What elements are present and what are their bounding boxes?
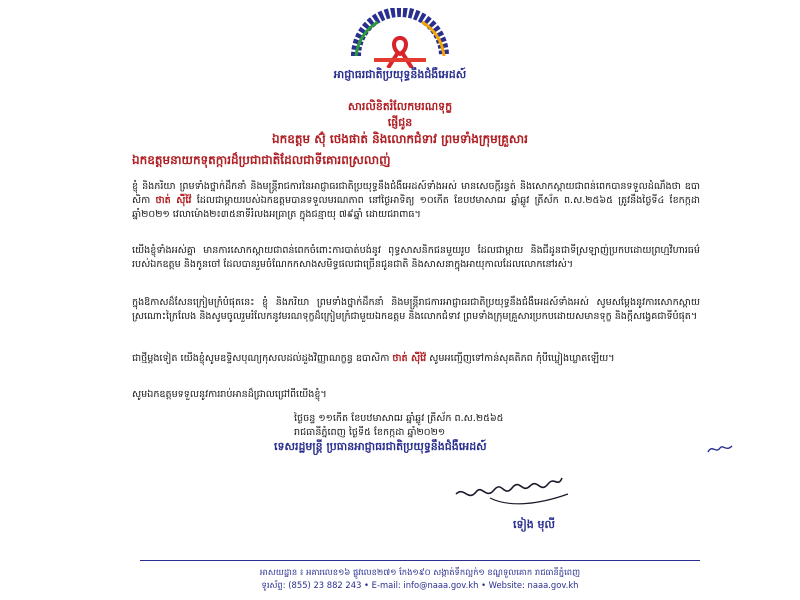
organization-name: អាជ្ញាធរជាតិប្រយុទ្ធនឹងជំងឺអេដស៍ [333, 68, 467, 81]
footer [140, 566, 700, 592]
date-block [294, 412, 714, 440]
footer-contact: ទូរស័ព្ទ: (855) 23 882 243 • E-mail: info@naaa.gov.kh • Website: naaa.gov.kh [261, 580, 579, 590]
lunar-date: ថ្ងៃចន្ទ ១១កើត ខែបឋមាសាឍ ឆ្នាំឆ្លូវ ត្រីស័ក ព.ស.២៥៦៥ [294, 413, 504, 424]
solar-date: រាជធានីភ្នំពេញ ថ្ងៃទី៥ ខែកក្កដា ឆ្នាំ២០២១ [294, 427, 446, 438]
letter-addressee-intro: ផ្ញើជូន [387, 116, 413, 129]
letter-title-block [0, 98, 800, 148]
paragraph-text: ខ្ញុំ និងភរិយា ព្រមទាំងថ្នាក់ដឹកនាំ និងមន្ត្រីរាជការនៃអាជ្ញាធរជាតិប្រយុទ្ធនឹងជំងឺអេដស៍ទាំងអស់ មានសេចក្តីរន្ធត់ និងសោកស្តាយជាពន់ពេកបានទទួលដំណឹងថា ឧបាសិកា [132, 181, 700, 206]
body-paragraph-3: ក្នុងឱកាសដ៏សែនក្រៀមក្រំបំផុតនេះ ខ្ញុំ និងភរិយា ព្រមទាំងថ្នាក់ដឹកនាំ និងមន្ត្រីរាជការអាជ្ញាធរជាតិប្រយុទ្ធនឹងជំងឺអេដស៍ទាំងអស់ សូមសម្តែងនូវការសោកស្តាយស្រណោះក្រៃលែង និងសូមចូលរួមរំលែកនូវមរណទុក្ខដ៏ក្រៀមក្រំជាមួយឯកឧត្តម និងលោកជំទាវ ព្រមទាំងក្រុមគ្រួសារប្រកបដោយសមានទុក្ខ និងក្តីសង្វេគជាទីបំផុត។ [132, 297, 700, 322]
national-aids-authority-logo [340, 8, 460, 68]
deceased-name: ថាត់ ស៊ីវ៉ៃ [155, 195, 192, 206]
signatory-name: ទៀង មុលី [512, 518, 556, 531]
closing-line: សូមឯកឧត្តមទទួលនូវការរាប់អានដ៏ជ្រាលជ្រៅពីយើងខ្ញុំ។ [132, 389, 327, 400]
letter-title: សារលិខិតរំលែកមរណទុក្ខ [347, 100, 453, 113]
signatory-title: ទេសរដ្ឋមន្ត្រី ប្រធានអាជ្ញាធរជាតិប្រយុទ្ធនឹងជំងឺអេដស៍ [274, 440, 487, 453]
paragraph-text: ជាថ្មីម្តងទៀត យើងខ្ញុំសូមឧទ្ទិសបុណ្យកុសលដល់ដួងវិញ្ញាណក្ខន្ធ ឧបាសិកា [132, 353, 390, 364]
footer-address: អាសយដ្ឋាន ៖ អគារលេខ១៦ ផ្លូវលេខ២៧១ កែង១៩០ សង្កាត់ទឹកល្អក់១ ខណ្ឌទួលគោក រាជធានីភ្នំពេញ [259, 567, 581, 577]
body-paragraph-2: យើងខ្ញុំទាំងអស់គ្នា មានការសោកស្តាយជាពន់ពេកចំពោះការបាត់បង់នូវ ពុទ្ធសាសនិកជនមួយរូប ដែលជាម្តាយ និងជីដូនជាទីស្រឡាញ់ប្រកបដោយព្រហ្មវិហារធម៌របស់ឯកឧត្តម និងកូនចៅ ដែលបានរួមចំណែកកសាងសមិទ្ធផលជាច្រើនជូនជាតិ និងសាសនាក្នុងអាយុកាលដែលលោកនៅរស់។ [132, 245, 700, 270]
salutation: ឯកឧត្តមនាយកទុតក្ការដ៏ប្រជាជាតិដែលជាទីគោរពស្រលាញ់ [132, 153, 391, 167]
deceased-name: ថាត់ ស៊ីវ៉ៃ [392, 353, 427, 364]
footer-divider [140, 560, 700, 561]
handwritten-signature [450, 464, 580, 524]
letter-addressee: ឯកឧត្តម ស៊ុំ ថេងផាត់ និងលោកជំទាវ ព្រមទាំងក្រុមគ្រួសារ [272, 132, 528, 146]
red-aids-ribbon-icon [340, 8, 460, 68]
body-paragraph-1 [132, 180, 700, 222]
handwritten-initial-mark [706, 440, 734, 458]
paragraph-text: ដែលជាម្តាយរបស់ឯកឧត្តមបានទទួលមរណភាព នៅថ្ងៃអាទិត្យ ១០កើត ខែបឋមាសាឍ ឆ្នាំឆ្លូវ ត្រីស័ក ព.ស.២៥៦៥ ត្រូវនឹងថ្ងៃទី៤ ខែកក្កដា ឆ្នាំ២០២១ វេលាម៉ោង២៖៣៥នាទីរំលងអធ្រាត្រ ក្នុងជន្មាយុ ៧៩ឆ្នាំ ដោយជរាពាធ។ [132, 195, 700, 220]
body-paragraph-4 [132, 352, 700, 366]
paragraph-text: សូមអញ្ជើញទៅកាន់សុគតិភព កុំបីឃ្លៀងឃ្លាតឡើយ។ [429, 353, 615, 364]
